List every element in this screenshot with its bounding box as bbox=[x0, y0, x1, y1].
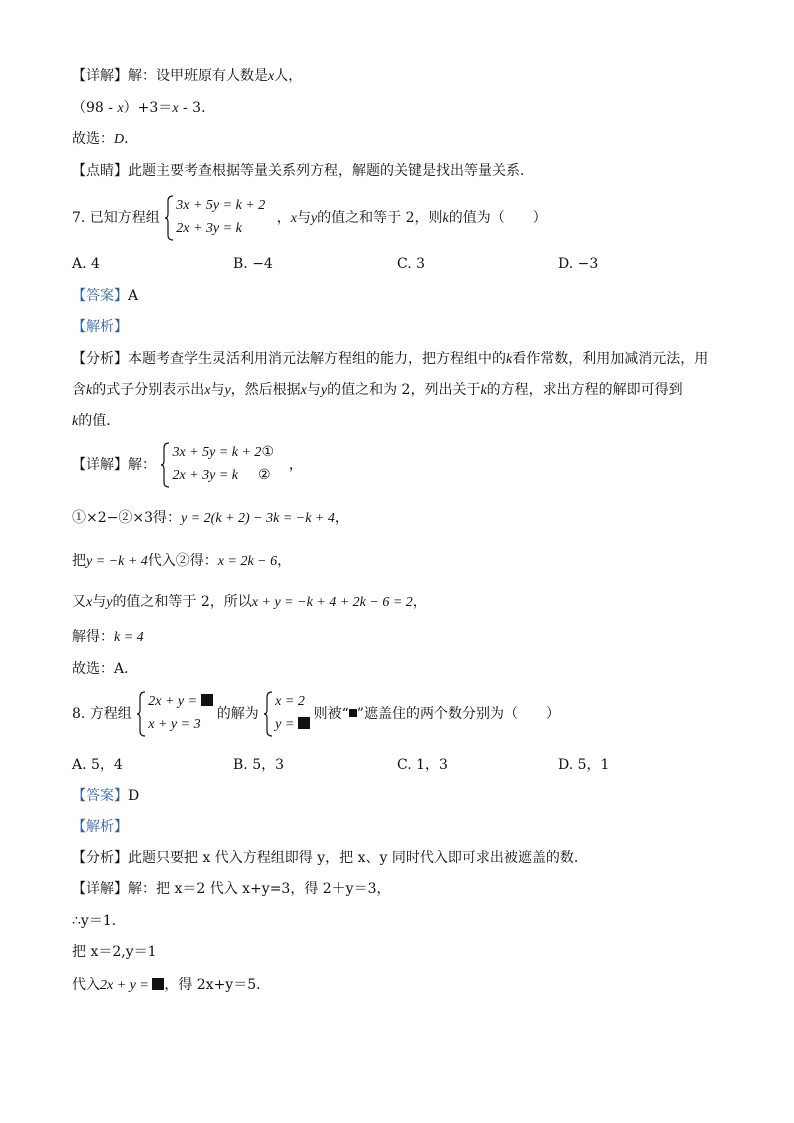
tail-text: 则被“ ”遮盖住的两个数分别为（ ） bbox=[313, 706, 560, 722]
square-icon bbox=[349, 709, 357, 717]
option-c[interactable]: C. 1，3 bbox=[397, 757, 448, 773]
detail-text: 解： bbox=[128, 457, 156, 473]
detail-row-2: 2x + 3y = k bbox=[172, 468, 238, 483]
question-number: 8. 方程组 bbox=[72, 706, 132, 722]
q7-analysis-tag: 【解析】 bbox=[72, 319, 128, 335]
q8-step-1: ∴y＝1． bbox=[72, 913, 126, 929]
solution-system bbox=[263, 691, 309, 737]
circle-2-marker: ② bbox=[258, 468, 271, 483]
q6-detail-line bbox=[72, 66, 302, 87]
eq-mid: ）+3＝ bbox=[123, 100, 173, 116]
choice-value: D bbox=[114, 132, 125, 147]
option-b[interactable]: B. 5，3 bbox=[233, 757, 285, 773]
equation-system bbox=[136, 691, 212, 737]
q6-equation bbox=[72, 98, 215, 119]
q7-analysis-line-3: k的值． bbox=[72, 413, 121, 429]
detail-row-1: 3x + 5y = k + 2 bbox=[172, 445, 262, 460]
circle-1-marker: ① bbox=[261, 445, 274, 460]
option-b[interactable]: B. −4 bbox=[233, 256, 273, 272]
answer-tag: 【答案】 bbox=[72, 788, 128, 804]
mid-text: 的解为 bbox=[216, 706, 259, 722]
detail-tag: 【详解】 bbox=[72, 68, 128, 84]
answer-value: A bbox=[128, 288, 139, 304]
system-row-1: 3x + 5y = k + 2 bbox=[176, 198, 266, 213]
analysis-sub-tag: 【分析】 bbox=[72, 850, 128, 866]
solution-row-1: x = 2 bbox=[275, 694, 305, 709]
eq-right: - 3． bbox=[178, 100, 216, 116]
brace-icon bbox=[263, 691, 273, 737]
step2-equation-2: x = 2k − 6 bbox=[217, 554, 278, 569]
analysis-text: 此题只要把 x 代入方程组即得 y，把 x、y 同时代入即可求出被遮盖的数． bbox=[128, 850, 588, 866]
step2-equation: y = −k + 4 bbox=[86, 554, 148, 569]
step3-equation: x + y = −k + 4 + 2k − 6 = 2 bbox=[251, 595, 413, 610]
step3-equation: 2x + y = bbox=[100, 978, 153, 993]
option-a[interactable]: A. 5，4 bbox=[72, 757, 123, 773]
q7-detail: 【详解】解： 3x + 5y = k + 2① 2x + 3y = k ② ， bbox=[72, 442, 303, 488]
comment-tag: 【点睛】 bbox=[72, 163, 128, 179]
q8-stem bbox=[72, 691, 560, 739]
detail-text: 解：把 x＝2 代入 x+y=3，得 2＋y＝3， bbox=[128, 881, 391, 897]
answer-value: D bbox=[128, 788, 140, 804]
condition-text: ，x与y的值之和等于 2，则k的值为（ ） bbox=[276, 209, 547, 226]
q7-analysis-line-1: 【分析】本题考查学生灵活利用消元法解方程组的能力，把方程组中的k看作常数，利用加减消元法，用 bbox=[72, 351, 709, 367]
q8-step-2: 把 x＝2,y＝1 bbox=[72, 944, 157, 960]
q7-answer bbox=[72, 286, 138, 306]
option-c[interactable]: C. 3 bbox=[397, 256, 426, 272]
step1-equation: y = 2(k + 2) − 3k = −k + 4 bbox=[181, 511, 335, 526]
eq-x1: x bbox=[117, 101, 124, 116]
eq-x2: x bbox=[172, 101, 179, 116]
option-d[interactable]: D. 5，1 bbox=[558, 757, 610, 773]
system-row-2: 2x + 3y = k bbox=[176, 221, 242, 236]
q7-step-3: 又x与y的值之和等于 2，所以x + y = −k + 4 + 2k − 6 = 2， bbox=[72, 594, 427, 610]
choice-text: 故选： bbox=[72, 131, 114, 147]
solve-equation: k = 4 bbox=[114, 630, 144, 645]
choice-end: ． bbox=[124, 131, 139, 147]
analysis-sub-tag: 【分析】 bbox=[72, 351, 128, 367]
q7-step-2: 把y = −k + 4代入②得：x = 2k − 6， bbox=[72, 553, 292, 569]
detail-equation-system bbox=[160, 442, 284, 488]
question-number: 7. 已知方程组 bbox=[72, 210, 160, 226]
option-a[interactable]: A. 4 bbox=[72, 256, 100, 272]
option-d[interactable]: D. −3 bbox=[558, 256, 599, 272]
brace-icon bbox=[136, 691, 146, 737]
brace-icon bbox=[164, 195, 174, 241]
detail-tag: 【详解】 bbox=[72, 457, 128, 473]
q7-stem bbox=[72, 195, 547, 241]
answer-tag: 【答案】 bbox=[72, 288, 128, 304]
q7-step-1: ①×2−②×3得：y = 2(k + 2) − 3k = −k + 4， bbox=[72, 510, 349, 526]
var-x: x bbox=[268, 69, 275, 84]
hidden-square-icon bbox=[201, 694, 213, 706]
q8-step-3: 代入2x + y = ，得 2x+y＝5． bbox=[72, 977, 271, 993]
system-row-2: x + y = 3 bbox=[148, 717, 201, 732]
q8-analysis bbox=[72, 848, 588, 868]
q6-comment bbox=[72, 161, 534, 181]
q7-choice: 故选：A． bbox=[72, 661, 139, 677]
hidden-square-icon bbox=[298, 717, 310, 729]
q8-detail bbox=[72, 879, 391, 899]
detail-tail: 人， bbox=[274, 68, 303, 84]
hidden-square-icon bbox=[152, 978, 164, 990]
q7-solve: 解得：k = 4 bbox=[72, 629, 144, 645]
q7-analysis-line-2: 含k的式子分别表示出x与y，然后根据x与y的值之和为 2，列出关于k的方程，求出方程的解即可得到 bbox=[72, 382, 683, 398]
detail-tag: 【详解】 bbox=[72, 881, 128, 897]
brace-icon bbox=[160, 442, 170, 488]
system-row-1: 2x + y = bbox=[148, 694, 201, 709]
q6-choice bbox=[72, 129, 138, 150]
detail-text: 解：设甲班原有人数是 bbox=[128, 68, 268, 84]
comment-text: 此题主要考查根据等量关系列方程，解题的关键是找出等量关系． bbox=[128, 163, 534, 179]
q8-analysis-tag: 【解析】 bbox=[72, 819, 128, 835]
q8-answer bbox=[72, 786, 139, 806]
solution-row-2: y = bbox=[275, 717, 298, 732]
eq-left: （98 - bbox=[72, 100, 118, 116]
equation-system bbox=[164, 195, 272, 241]
